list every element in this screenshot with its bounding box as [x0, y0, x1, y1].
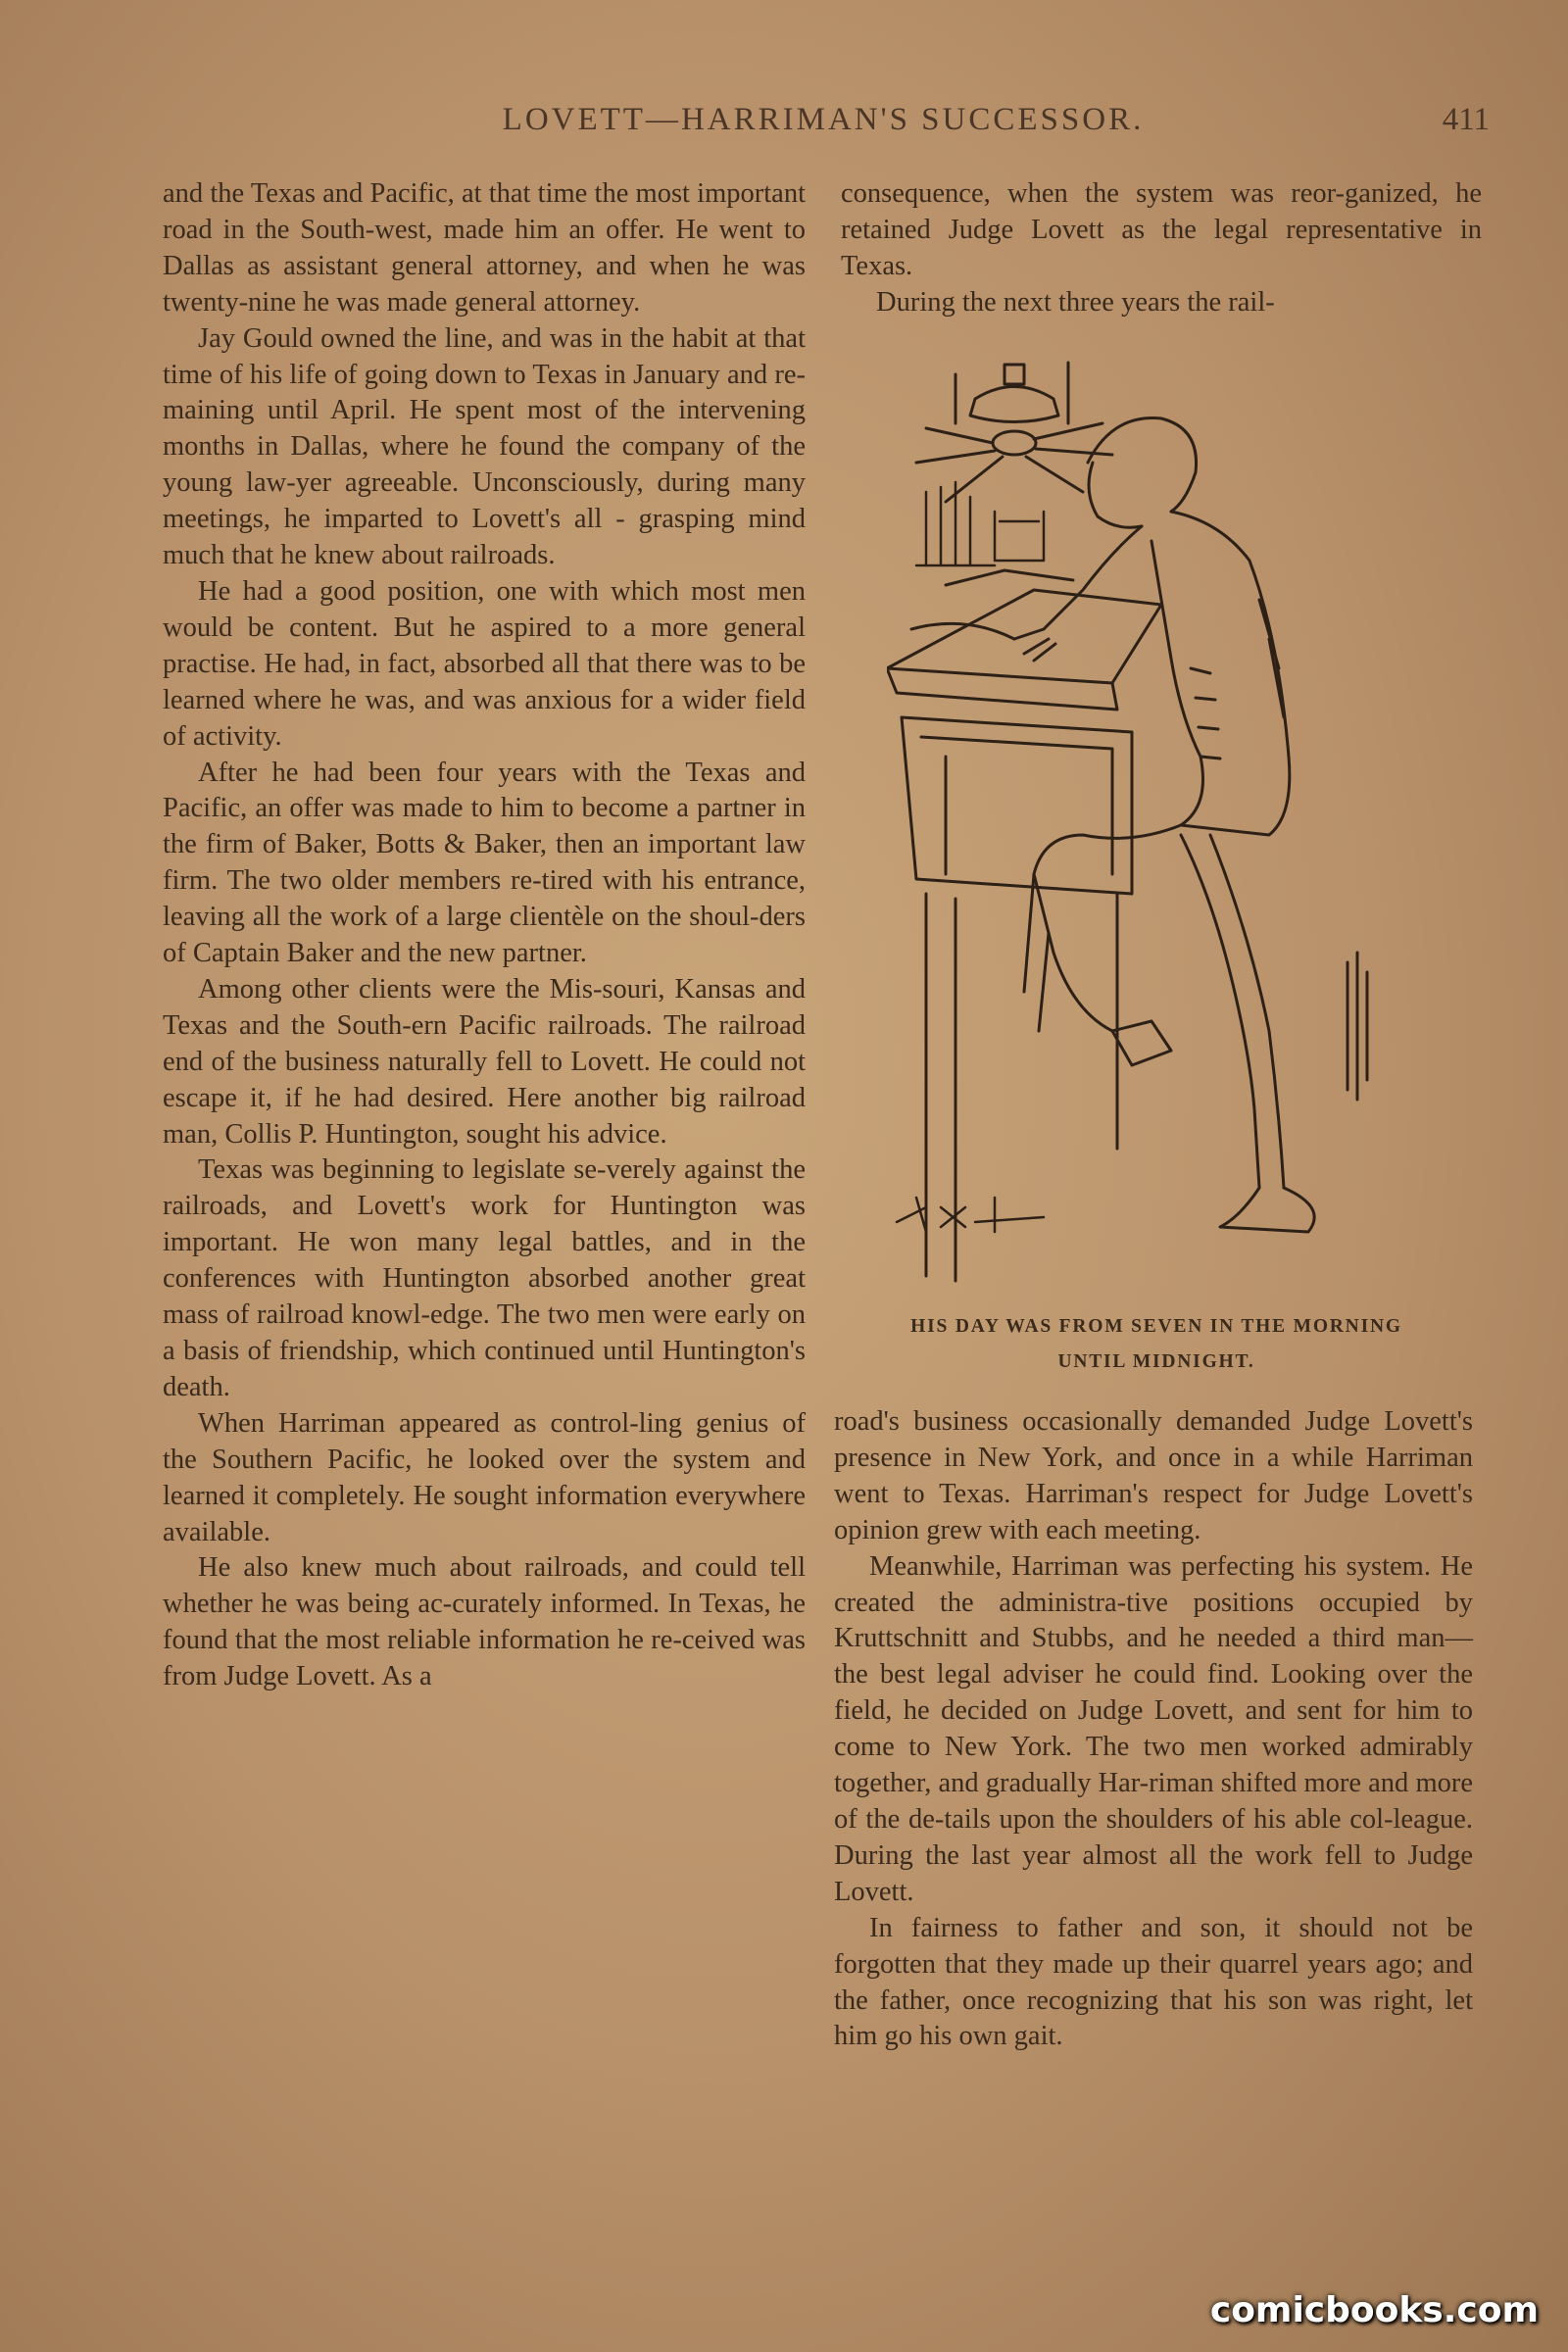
- paragraph: Among other clients were the Mis-souri, Kansas and Texas and the South-ern Pacific railroads. The railroad end of the business naturally fell to Lovett. He could not escape it, if he had desired. Here another big railroad man, Collis P. Huntington, sought his advice.: [163, 973, 806, 1150]
- left-column: [163, 176, 806, 1695]
- illustration-caption: [853, 1309, 1460, 1380]
- paragraph: and the Texas and Pacific, at that time the most important road in the South-west, made him an offer. He went to Dallas as assistant general attorney, and when he was twenty-nine he was made general attorney.: [163, 178, 806, 318]
- paragraph: He also knew much about railroads, and could tell whether he was being ac-curately informed. In Texas, he found that the most reliable information he re-ceived was from Judge Lovett. As a: [163, 1552, 806, 1692]
- caption-line: UNTIL MIDNIGHT.: [1057, 1351, 1255, 1372]
- page-number: 411: [1442, 102, 1490, 137]
- paragraph: road's business occasionally demanded Judge Lovett's presence in New York, and once in a while Harriman went to Texas. Harriman's respect for Judge Lovett's opinion grew with each meeting.: [834, 1406, 1473, 1545]
- paragraph: When Harriman appeared as control-ling genius of the Southern Pacific, he looked over the system and learned it completely. He sought information everywhere available.: [163, 1407, 806, 1547]
- right-column-top: [841, 176, 1482, 321]
- paragraph: consequence, when the system was reor-ganized, he retained Judge Lovett as the legal representative in Texas.: [841, 178, 1482, 281]
- paragraph: Jay Gould owned the line, and was in the habit at that time of his life of going down to Texas in January and re-maining until April. He spent most of the intervening months in Dallas, where he found the company of the young law-yer agreeable. Unconsciously, during many meetings, he imparted to Lovett's all - grasping mind much that he knew about railroads.: [163, 322, 806, 571]
- site-watermark: comicbooks.com: [1209, 2290, 1539, 2330]
- running-header: [157, 102, 1490, 147]
- caption-line: HIS DAY WAS FROM SEVEN IN THE MORNING: [910, 1316, 1402, 1337]
- right-column-bottom: [834, 1404, 1473, 2055]
- paragraph: In fairness to father and son, it should not be forgotten that they made up their quarrel years ago; and the father, once recognizing that his son was right, let him go his own gait.: [834, 1912, 1473, 2052]
- paragraph: Meanwhile, Harriman was perfecting his system. He created the administra-tive positions occupied by Kruttschnitt and Stubbs, and he needed a third man— the best legal adviser he could find. Looking over the field, he decided on Judge Lovett, and sent for him to come to New York. The two men worked admirably together, and gradually Har-riman shifted more and more of the de-tails upon the shoulders of his able col-league. During the last year almost all the work fell to Judge Lovett.: [834, 1550, 1473, 1907]
- paragraph: After he had been four years with the Texas and Pacific, an offer was made to him to become a partner in the firm of Baker, Botts & Baker, then an important law firm. The two older members re-tired with his entrance, leaving all the work of a large clientèle on the shoul-ders of Captain Baker and the new partner.: [163, 757, 806, 969]
- paragraph: He had a good position, one with which most men would be content. But he aspired to a more general practise. He had, in fact, absorbed all that there was to be learned where he was, and was anxious for a wider field of activity.: [163, 575, 806, 752]
- paragraph: During the next three years the rail-: [876, 286, 1275, 318]
- running-title: LOVETT—HARRIMAN'S SUCCESSOR.: [502, 102, 1145, 137]
- illustration-man-writing-at-desk: [887, 345, 1396, 1286]
- paragraph: Texas was beginning to legislate se-verely against the railroads, and Lovett's work for Huntington was important. He won many legal battles, and in the conferences with Huntington absorbed another great mass of railroad knowl-edge. The two men were early on a basis of friendship, which continued until Huntington's death.: [163, 1154, 806, 1402]
